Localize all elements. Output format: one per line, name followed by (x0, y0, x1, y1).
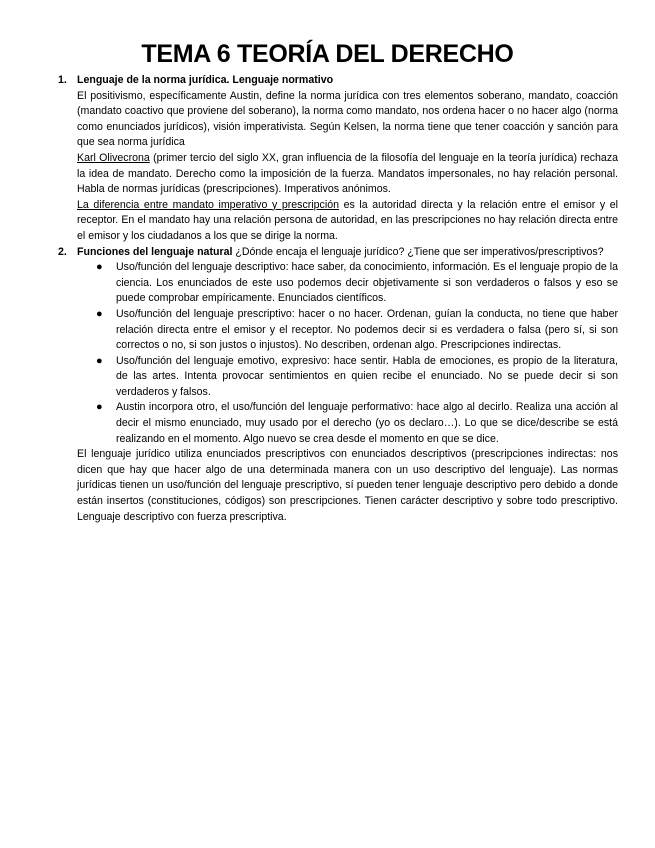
bullet-icon: ● (96, 307, 103, 320)
section-2-heading-line (77, 245, 618, 261)
diferencia-text: es la autoridad directa y la relación entre el emisor y el receptor. En el mandato hay una relación persona de autoridad, en las prescripciones no hay relación directa entre el emisor y los ciudadanos a los que se dirige la norma. (77, 198, 618, 242)
list-item-text: Uso/función del lenguaje prescriptivo: hacer o no hacer. Ordenan, guían la conducta, no tiene que haber relación directa entre el emisor y el receptor. No podemos decir si es verdadera o falsa (pero sí, si son correctos o no, si son justos o injustos). No describen, ordenan algo. Prescripciones indirectas. (116, 307, 618, 352)
section-1-paragraph-positivismo: El positivismo, específicamente Austin, define la norma jurídica con tres elementos soberano, mandato, coacción (mandato coactivo que proviene del soberano), la norma como mandato, nos ordena hacer o no hacer algo (norma como enunciados jurídicos), visión imperativista. Según Kelsen, la norma tiene que tener coacción y sanción para que sea norma jurídica (77, 89, 618, 149)
olivecrona-underlined: Karl Olivecrona (77, 151, 150, 164)
bullet-icon: ● (96, 354, 103, 367)
section-2-number: 2. (58, 245, 67, 258)
diferencia-underlined: La diferencia entre mandato imperativo y prescripción (77, 198, 339, 211)
list-item-emotivo (77, 354, 618, 401)
section-1-heading: Lenguaje de la norma jurídica. Lenguaje normativo (77, 74, 334, 86)
list-item-prescriptivo (77, 307, 618, 354)
list-item-text: Uso/función del lenguaje descriptivo: hace saber, da conocimiento, información. Es el lenguaje propio de la ciencia. Los enunciados de este uso podemos decir objetivamente si son verdaderos o falsos y eso se puede comprobar empíricamente. Enunciados científicos. (116, 261, 618, 305)
section-1-paragraph-olivecrona (77, 151, 618, 198)
section-1-paragraph-diferencia (77, 198, 618, 245)
list-item-descriptivo (77, 260, 618, 307)
bullet-icon: ● (96, 401, 103, 414)
section-2 (56, 245, 618, 526)
olivecrona-text: (primer tercio del siglo XX, gran influencia de la filosofía del lenguaje en la teoría jurídica) rechaza la idea de mandato. Derecho como la imposición de la fuerza. Mandatos impersonales, no hay relación personal. Habla de normas jurídicas (prescripciones). Imperativos anónimos. (77, 151, 619, 196)
section-1-number: 1. (58, 74, 67, 86)
list-item-text: Uso/función del lenguaje emotivo, expresivo: hace sentir. Habla de emociones, es propio de la literatura, de las artes. Intenta provocar sentimientos en quien recibe el enunciado. No se puede decir si son verdaderos y falsos. (116, 354, 618, 398)
bullet-icon: ● (96, 261, 103, 274)
section-2-closing-paragraph: El lenguaje jurídico utiliza enunciados prescriptivos con enunciados descriptivos (prescripciones indirectas: nos dicen que hay que hacer algo de una determinada manera con un uso descriptivo del lenguaje). Las normas jurídicas tienen un uso/función del lenguaje prescriptivo, sí pueden tener lenguaje descriptivo pero debido a donde están insertos (constituciones, códigos) son prescripciones. Tienen carácter descriptivo y sobre todo prescriptivo. Lenguaje descriptivo con fuerza prescriptiva. (77, 448, 618, 523)
document-title: TEMA 6 TEORÍA DEL DERECHO (141, 40, 514, 68)
list-item-performativo (77, 400, 618, 447)
document-body (56, 73, 618, 525)
section-1 (56, 73, 618, 245)
section-2-heading: Funciones del lenguaje natural (77, 245, 233, 258)
functions-list (77, 260, 618, 447)
list-item-text: Austin incorpora otro, el uso/función del lenguaje performativo: hace algo al decirlo. Realiza una acción al decir el mismo enunciado, muy usado por el derecho (yo os declaro…). Lo que se dice/describe se está realizando en el momento. Algo nuevo se crea desde el momento en que se dice. (116, 401, 618, 445)
section-2-question: ¿Dónde encaja el lenguaje jurídico? ¿Tiene que ser imperativos/prescriptivos? (232, 245, 604, 258)
